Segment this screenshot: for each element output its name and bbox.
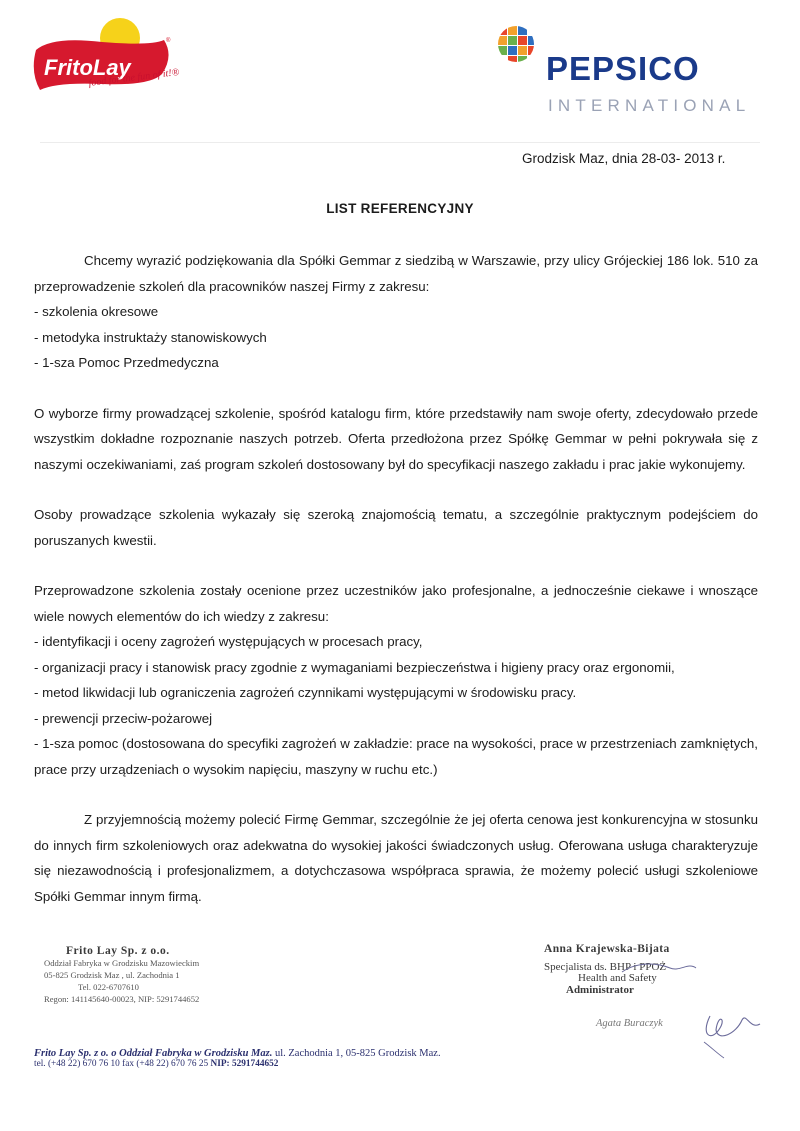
list-item: - metod likwidacji lub ograniczenia zagrożeń czynnikami występującymi w środowisku pracy. — [34, 685, 577, 700]
list-item: - identyfikacji i oceny zagrożeń występujących w procesach pracy, — [34, 634, 423, 649]
stamp-line: Regon: 141145640-00023, NIP: 5291744652 — [44, 994, 200, 1004]
list-item: - 1-sza pomoc (dostosowana do specyfiki zagrożeń w zakładzie: prace na wysokości, prace w przestrzeniach zamkniętych, prace przy urządzeniach o wysokim napięciu, maszyny w ruchu etc.) — [34, 736, 758, 777]
signatory-role-en: Health and Safety — [578, 972, 657, 984]
stamp-line: Tel. 022-6707610 — [78, 982, 139, 992]
list-item: - prewencji przeciw-pożarowej — [34, 710, 213, 726]
pepsico-globe-icon — [494, 24, 538, 64]
document-title: LIST REFERENCYJNY — [326, 201, 474, 216]
list-item: - metodyka instruktaży stanowiskowych — [34, 329, 267, 345]
fritolay-tagline: food for the fun of it!® — [88, 66, 180, 89]
footer-contact: tel. (+48 22) 670 76 10 fax (+48 22) 670 76 25 — [34, 1059, 211, 1069]
signatory-role-en: Administrator — [566, 984, 634, 996]
fritolay-wordmark: FritoLay — [44, 55, 131, 80]
fritolay-logo — [32, 12, 182, 112]
paragraph-4: Przeprowadzone szkolenia zostały ocenione przez uczestników jako profesjonalne, a jednocześnie ciekawe i wnoszące wiele nowych elementów do ich wiedzy z zakresu: — [34, 583, 758, 624]
list-item: - szkolenia okresowe — [34, 304, 159, 319]
svg-text:®: ® — [166, 38, 171, 44]
header-divider — [40, 142, 760, 143]
footer — [34, 1048, 441, 1069]
paragraph-1: Chcemy wyrazić podziękowania dla Spółki Gemmar z siedzibą w Warszawie, przy ulicy Grójeckiej 186 lok. 510 za przeprowadzenie szkoleń dla pracowników naszej Firmy z zakresu: — [34, 253, 758, 294]
letter-body — [34, 248, 758, 909]
footer-nip: NIP: 5291744652 — [210, 1059, 279, 1069]
list-item: - 1-sza Pomoc Przedmedyczna — [34, 355, 219, 370]
footer-company: Frito Lay Sp. z o. o Oddział Fabryka w Grodzisku Maz. — [34, 1048, 273, 1059]
footer-address: ul. Zachodnia 1, 05-825 Grodzisk Maz. — [272, 1048, 441, 1059]
handwritten-signature — [600, 950, 780, 1060]
stamp-line: 05-825 Grodzisk Maz , ul. Zachodnia 1 — [44, 970, 180, 980]
pepsico-wordmark: PEPSICO — [546, 50, 700, 87]
paragraph-5: Z przyjemnością możemy polecić Firmę Gemmar, szczególnie że jej oferta cenowa jest konkurencyjna w stosunku do innych firm szkoleniowych oraz adekwatna do wysokiej jakości świadczonych usług. Oferowana usługa charakteryzuje się niezawodnością i profesjonalizmem, a dotychczasowa współpraca sprawia, że możemy polecić usługi szkoleniowe Spółki Gemmar innym firmą. — [34, 812, 758, 904]
list-item: - organizacji pracy i stanowisk pracy zgodnie z wymaganiami bezpieczeństwa i higieny pracy oraz ergonomii, — [34, 659, 675, 675]
pepsico-international: INTERNATIONAL — [548, 96, 751, 115]
signatory-role: Specjalista ds. BHP i PPOŻ — [544, 961, 667, 973]
stamp-company-name: Frito Lay Sp. z o.o. — [66, 945, 170, 957]
second-signatory: Agata Buraczyk — [596, 1018, 663, 1029]
company-stamp — [44, 945, 264, 1005]
stamp-line: Oddział Fabryka w Grodzisku Mazowieckim — [44, 958, 200, 968]
paragraph-2: O wyborze firmy prowadzącej szkolenie, spośród katalogu firm, które przedstawiły nam swoje oferty, zdecydowało przede wszystkim dokładne rozpoznanie naszych potrzeb. Oferta przedłożona przez Spółkę Gemmar w pełni pokrywała się z naszymi oczekiwaniami, zaś program szkoleń dostosowany był do specyfikacji naszego zakładu i prac jakie wykonujemy. — [34, 405, 758, 472]
date-line: Grodzisk Maz, dnia 28-03- 2013 r. — [522, 151, 726, 166]
signatory-name: Anna Krajewska-Bijata — [544, 943, 670, 955]
paragraph-3: Osoby prowadzące szkolenia wykazały się szeroką znajomością tematu, a szczególnie praktycznym podejściem do poruszanych kwestii. — [34, 507, 758, 548]
